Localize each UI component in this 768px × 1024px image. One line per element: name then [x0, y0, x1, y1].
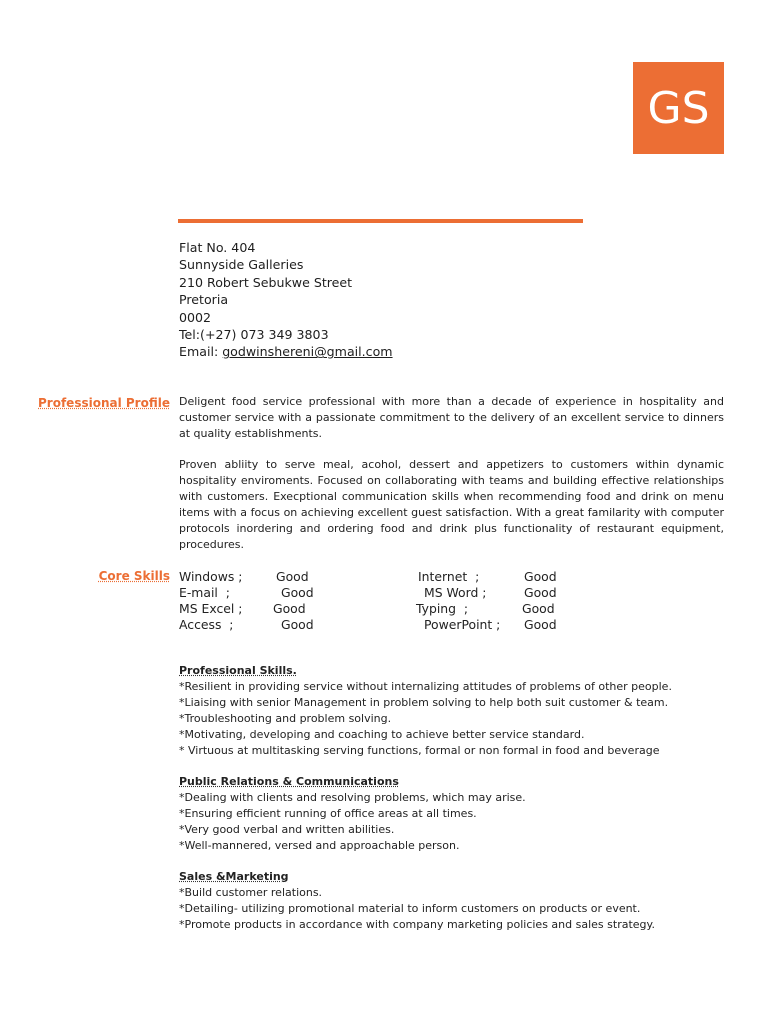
skill-name: Typing ; — [416, 601, 469, 616]
list-item: *Promote products in accordance with company marketing policies and sales strategy. — [179, 917, 655, 931]
address-line: 0002 — [179, 309, 212, 325]
skill-name: MS Excel ; — [179, 601, 243, 616]
skill-level: Good — [273, 601, 306, 616]
list-item: *Troubleshooting and problem solving. — [179, 711, 392, 725]
skill-level: Good — [281, 617, 314, 632]
public-relations-section — [179, 774, 739, 854]
skill-name: Access ; — [179, 617, 234, 632]
public-relations-heading: Public Relations & Communications — [179, 775, 399, 788]
sales-marketing-heading: Sales &Marketing — [179, 870, 289, 883]
skill-level: Good — [524, 617, 557, 632]
professional-skills-section — [179, 663, 739, 758]
skill-name: MS Word ; — [424, 585, 487, 600]
skill-name: Internet ; — [418, 569, 480, 584]
professional-skills-heading: Professional Skills. — [179, 664, 297, 677]
skill-name: Windows ; — [179, 569, 243, 584]
address-line: Flat No. 404 — [179, 240, 256, 255]
list-item: *Motivating, developing and coaching to achieve better service standard. — [179, 727, 585, 741]
skill-name: E-mail ; — [179, 585, 230, 600]
skill-level: Good — [524, 585, 557, 600]
list-item: * Virtuous at multitasking serving functions, formal or non formal in food and beverage — [179, 743, 660, 757]
address-line: 210 Robert Sebukwe Street — [179, 274, 353, 290]
list-item: *Very good verbal and written abilities. — [179, 822, 395, 836]
skill-level: Good — [522, 601, 555, 616]
skill-level: Good — [276, 569, 309, 584]
list-item: *Ensuring efficient running of office areas at all times. — [179, 806, 477, 820]
section-label-core-skills: Core Skills — [98, 569, 170, 583]
skill-level: Good — [281, 585, 314, 600]
sales-marketing-section — [179, 869, 739, 933]
email-line — [179, 343, 499, 360]
skill-level: Good — [524, 569, 557, 584]
profile-paragraph-1: Deligent food service professional with more than a decade of experience in hospitality and customer service with a passionate commitment to the delivery of an excellent service to dinners at quality establishments. — [179, 395, 724, 440]
header-divider — [178, 219, 583, 223]
list-item: *Build customer relations. — [179, 885, 323, 899]
contact-address — [179, 239, 499, 361]
list-item: *Dealing with clients and resolving problems, which may arise. — [179, 790, 526, 804]
profile-paragraph-2: Proven abliity to serve meal, acohol, dessert and appetizers to customers within dynamic hospitality enviroments. Focused on collaborating with teams and building effective relationships with customers. Execptional communication skills when recommending food and drink on menu items with a focus on achieving excellent guest satisfaction. With a great familarity with computer protocols inordering and ordering food and drink plus functionality of restaurant equipment, procedures. — [179, 458, 724, 551]
logo-gs: GS — [633, 62, 724, 154]
section-label-professional-profile: Professional Profile — [38, 396, 170, 410]
skill-name: PowerPoint ; — [424, 617, 501, 632]
phone-line: Tel:(+27) 073 349 3803 — [179, 327, 329, 343]
address-line: Pretoria — [179, 292, 229, 308]
list-item: *Detailing- utilizing promotional material to inform customers on products or event. — [179, 901, 641, 915]
list-item: *Liaising with senior Management in problem solving to help both suit customer & team. — [179, 695, 669, 709]
list-item: *Well-mannered, versed and approachable person. — [179, 838, 460, 852]
address-line: Sunnyside Galleries — [179, 257, 304, 273]
email-link[interactable]: godwinshereni@gmail.com — [222, 344, 393, 360]
list-item: *Resilient in providing service without internalizing attitudes of problems of other people. — [179, 679, 672, 693]
email-label: Email: — [179, 344, 223, 360]
